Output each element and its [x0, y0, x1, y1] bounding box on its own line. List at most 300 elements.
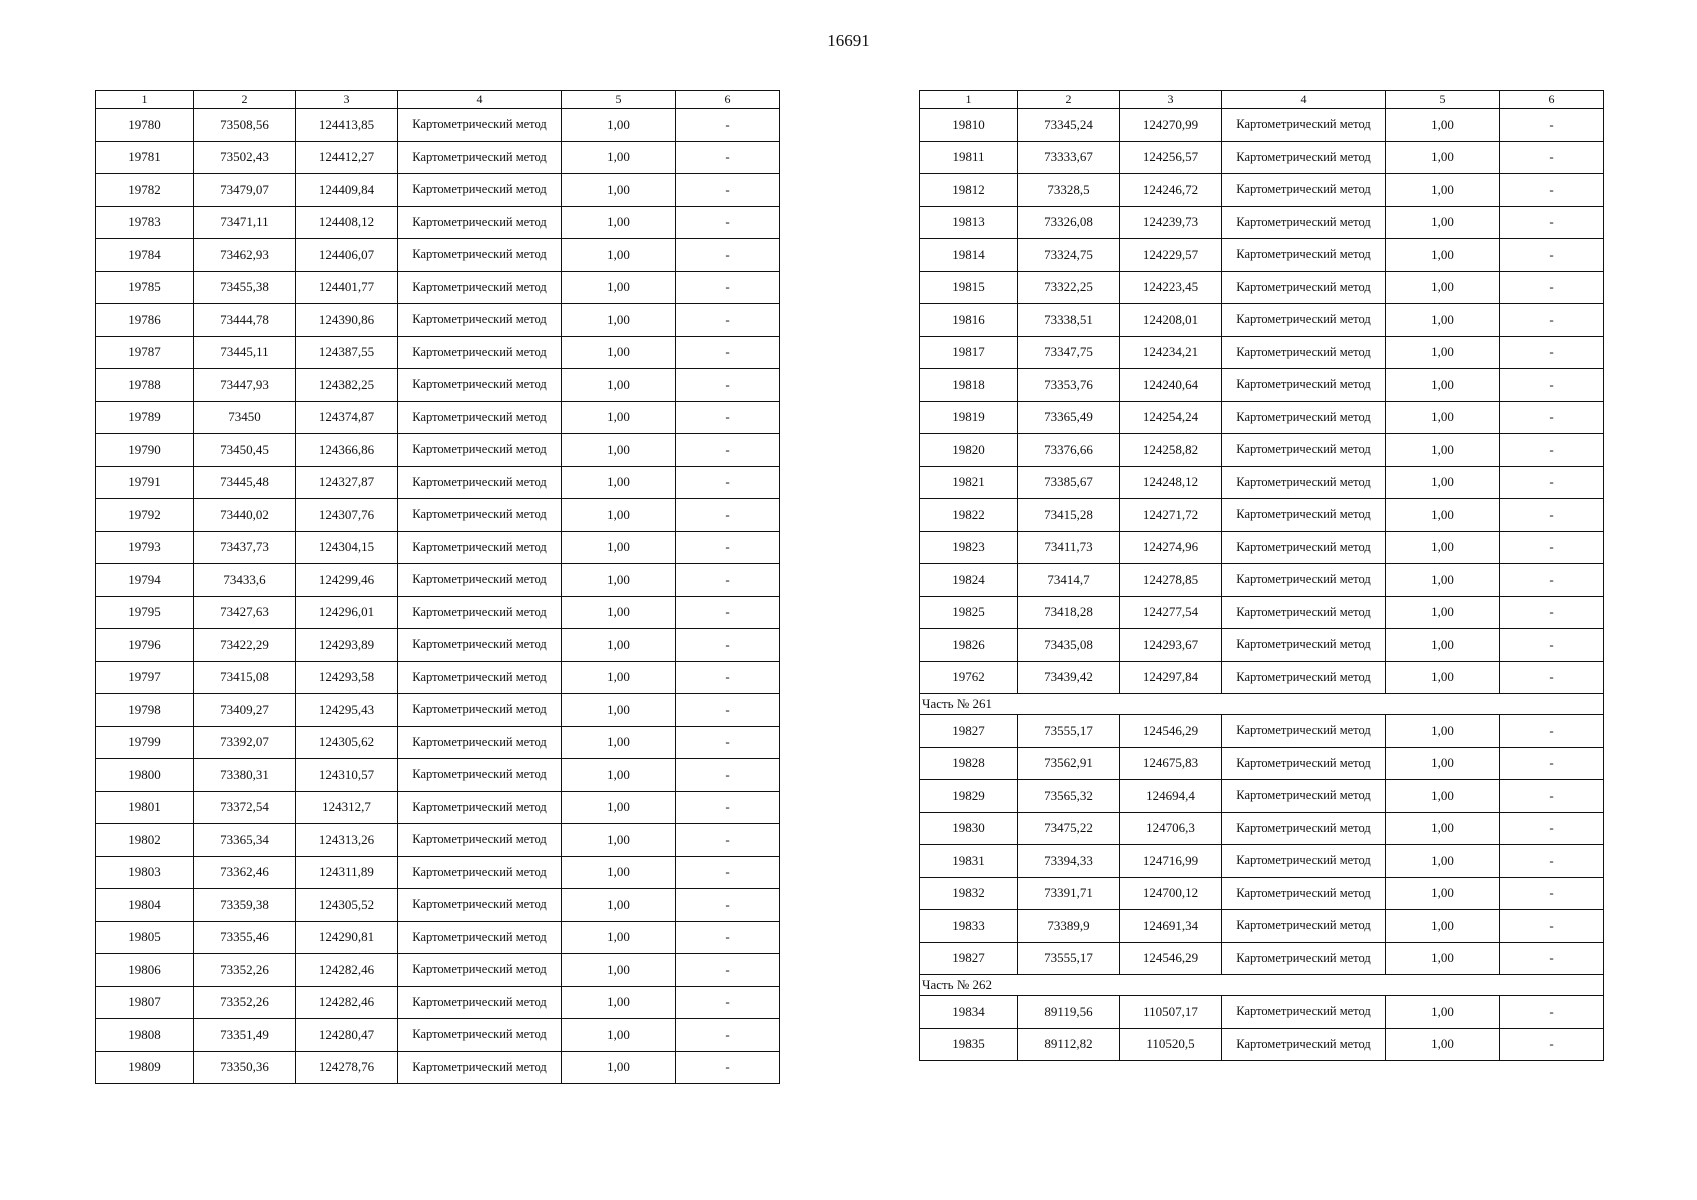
y-coordinate-cell: 124234,21 — [1120, 336, 1222, 369]
note-cell: - — [676, 889, 780, 922]
table-row — [920, 239, 1604, 272]
table-row — [96, 694, 780, 727]
y-coordinate-cell: 124304,15 — [296, 531, 398, 564]
point-number-cell: 19781 — [96, 141, 194, 174]
y-coordinate-cell: 124282,46 — [296, 954, 398, 987]
x-coordinate-cell: 89112,82 — [1018, 1028, 1120, 1061]
y-coordinate-cell: 124387,55 — [296, 336, 398, 369]
table-row — [96, 304, 780, 337]
table-row — [96, 434, 780, 467]
precision-cell: 1,00 — [1386, 877, 1500, 910]
y-coordinate-cell: 124716,99 — [1120, 845, 1222, 878]
precision-cell: 1,00 — [1386, 466, 1500, 499]
precision-cell: 1,00 — [562, 564, 676, 597]
table-row — [96, 889, 780, 922]
note-cell: - — [676, 661, 780, 694]
table-row — [96, 596, 780, 629]
y-coordinate-cell: 124208,01 — [1120, 304, 1222, 337]
method-cell: Картометрический метод — [398, 954, 562, 987]
method-cell: Картометрический метод — [1222, 174, 1386, 207]
table-row — [920, 812, 1604, 845]
note-cell: - — [1500, 877, 1604, 910]
method-cell: Картометрический метод — [398, 206, 562, 239]
note-cell: - — [1500, 942, 1604, 975]
point-number-cell: 19784 — [96, 239, 194, 272]
precision-cell: 1,00 — [562, 856, 676, 889]
table-row — [920, 715, 1604, 748]
x-coordinate-cell: 73391,71 — [1018, 877, 1120, 910]
precision-cell: 1,00 — [1386, 747, 1500, 780]
note-cell: - — [676, 174, 780, 207]
method-cell: Картометрический метод — [1222, 845, 1386, 878]
precision-cell: 1,00 — [1386, 271, 1500, 304]
x-coordinate-cell: 73409,27 — [194, 694, 296, 727]
precision-cell: 1,00 — [1386, 661, 1500, 694]
point-number-cell: 19787 — [96, 336, 194, 369]
method-cell: Картометрический метод — [1222, 942, 1386, 975]
note-cell: - — [676, 954, 780, 987]
table-row — [96, 174, 780, 207]
column-header-5: 5 — [1386, 91, 1500, 109]
table-row — [920, 401, 1604, 434]
y-coordinate-cell: 124313,26 — [296, 824, 398, 857]
y-coordinate-cell: 124413,85 — [296, 109, 398, 142]
point-number-cell: 19800 — [96, 759, 194, 792]
table-row — [920, 661, 1604, 694]
x-coordinate-cell: 73437,73 — [194, 531, 296, 564]
precision-cell: 1,00 — [562, 921, 676, 954]
method-cell: Картометрический метод — [398, 401, 562, 434]
note-cell: - — [1500, 434, 1604, 467]
table-row — [96, 726, 780, 759]
point-number-cell: 19824 — [920, 564, 1018, 597]
precision-cell: 1,00 — [1386, 369, 1500, 402]
table-row — [96, 661, 780, 694]
note-cell: - — [676, 759, 780, 792]
method-cell: Картометрический метод — [398, 466, 562, 499]
point-number-cell: 19828 — [920, 747, 1018, 780]
point-number-cell: 19805 — [96, 921, 194, 954]
table-row — [96, 954, 780, 987]
note-cell: - — [676, 726, 780, 759]
coordinates-table-right — [919, 90, 1604, 1061]
x-coordinate-cell: 73422,29 — [194, 629, 296, 662]
y-coordinate-cell: 124297,84 — [1120, 661, 1222, 694]
method-cell: Картометрический метод — [1222, 1028, 1386, 1061]
x-coordinate-cell: 73350,36 — [194, 1051, 296, 1084]
x-coordinate-cell: 73439,42 — [1018, 661, 1120, 694]
point-number-cell: 19819 — [920, 401, 1018, 434]
y-coordinate-cell: 124408,12 — [296, 206, 398, 239]
note-cell: - — [676, 824, 780, 857]
note-cell: - — [676, 271, 780, 304]
column-header-1: 1 — [96, 91, 194, 109]
precision-cell: 1,00 — [562, 109, 676, 142]
x-coordinate-cell: 73471,11 — [194, 206, 296, 239]
method-cell: Картометрический метод — [1222, 531, 1386, 564]
precision-cell: 1,00 — [562, 661, 676, 694]
x-coordinate-cell: 73450 — [194, 401, 296, 434]
precision-cell: 1,00 — [562, 889, 676, 922]
note-cell: - — [1500, 910, 1604, 943]
y-coordinate-cell: 124691,34 — [1120, 910, 1222, 943]
note-cell: - — [676, 239, 780, 272]
point-number-cell: 19801 — [96, 791, 194, 824]
precision-cell: 1,00 — [1386, 141, 1500, 174]
y-coordinate-cell: 124282,46 — [296, 986, 398, 1019]
note-cell: - — [1500, 780, 1604, 813]
note-cell: - — [676, 791, 780, 824]
y-coordinate-cell: 124223,45 — [1120, 271, 1222, 304]
note-cell: - — [676, 564, 780, 597]
y-coordinate-cell: 124305,52 — [296, 889, 398, 922]
table-row — [920, 174, 1604, 207]
method-cell: Картометрический метод — [398, 141, 562, 174]
table-row — [920, 629, 1604, 662]
x-coordinate-cell: 73450,45 — [194, 434, 296, 467]
point-number-cell: 19827 — [920, 715, 1018, 748]
note-cell: - — [1500, 369, 1604, 402]
note-cell: - — [676, 206, 780, 239]
note-cell: - — [1500, 206, 1604, 239]
column-header-6: 6 — [676, 91, 780, 109]
table-row — [920, 564, 1604, 597]
precision-cell: 1,00 — [562, 759, 676, 792]
x-coordinate-cell: 73444,78 — [194, 304, 296, 337]
point-number-cell: 19790 — [96, 434, 194, 467]
x-coordinate-cell: 73328,5 — [1018, 174, 1120, 207]
section-row — [920, 975, 1604, 996]
x-coordinate-cell: 73445,11 — [194, 336, 296, 369]
precision-cell: 1,00 — [1386, 1028, 1500, 1061]
point-number-cell: 19815 — [920, 271, 1018, 304]
x-coordinate-cell: 73445,48 — [194, 466, 296, 499]
precision-cell: 1,00 — [562, 824, 676, 857]
point-number-cell: 19798 — [96, 694, 194, 727]
y-coordinate-cell: 124401,77 — [296, 271, 398, 304]
method-cell: Картометрический метод — [1222, 747, 1386, 780]
point-number-cell: 19795 — [96, 596, 194, 629]
section-row — [920, 694, 1604, 715]
column-header-3: 3 — [1120, 91, 1222, 109]
x-coordinate-cell: 73502,43 — [194, 141, 296, 174]
method-cell: Картометрический метод — [1222, 336, 1386, 369]
method-cell: Картометрический метод — [398, 889, 562, 922]
x-coordinate-cell: 73353,76 — [1018, 369, 1120, 402]
y-coordinate-cell: 124299,46 — [296, 564, 398, 597]
method-cell: Картометрический метод — [1222, 304, 1386, 337]
method-cell: Картометрический метод — [398, 759, 562, 792]
note-cell: - — [1500, 629, 1604, 662]
method-cell: Картометрический метод — [398, 564, 562, 597]
table-row — [920, 996, 1604, 1029]
precision-cell: 1,00 — [1386, 780, 1500, 813]
note-cell: - — [1500, 564, 1604, 597]
table-row — [96, 986, 780, 1019]
method-cell: Картометрический метод — [1222, 369, 1386, 402]
column-header-5: 5 — [562, 91, 676, 109]
precision-cell: 1,00 — [562, 954, 676, 987]
y-coordinate-cell: 124240,64 — [1120, 369, 1222, 402]
method-cell: Картометрический метод — [1222, 401, 1386, 434]
method-cell: Картометрический метод — [1222, 877, 1386, 910]
y-coordinate-cell: 124366,86 — [296, 434, 398, 467]
table-row — [96, 921, 780, 954]
x-coordinate-cell: 73415,08 — [194, 661, 296, 694]
point-number-cell: 19831 — [920, 845, 1018, 878]
table-row — [920, 747, 1604, 780]
note-cell: - — [676, 369, 780, 402]
precision-cell: 1,00 — [1386, 942, 1500, 975]
method-cell: Картометрический метод — [398, 336, 562, 369]
table-row — [920, 304, 1604, 337]
note-cell: - — [1500, 401, 1604, 434]
point-number-cell: 19802 — [96, 824, 194, 857]
table-header-row — [96, 91, 780, 109]
precision-cell: 1,00 — [1386, 499, 1500, 532]
x-coordinate-cell: 73562,91 — [1018, 747, 1120, 780]
x-coordinate-cell: 73555,17 — [1018, 715, 1120, 748]
table-row — [920, 141, 1604, 174]
x-coordinate-cell: 73376,66 — [1018, 434, 1120, 467]
precision-cell: 1,00 — [562, 499, 676, 532]
note-cell: - — [1500, 336, 1604, 369]
point-number-cell: 19782 — [96, 174, 194, 207]
precision-cell: 1,00 — [1386, 304, 1500, 337]
note-cell: - — [676, 141, 780, 174]
x-coordinate-cell: 73333,67 — [1018, 141, 1120, 174]
table-row — [96, 141, 780, 174]
column-header-2: 2 — [194, 91, 296, 109]
x-coordinate-cell: 73415,28 — [1018, 499, 1120, 532]
method-cell: Картометрический метод — [1222, 661, 1386, 694]
precision-cell: 1,00 — [1386, 206, 1500, 239]
precision-cell: 1,00 — [1386, 629, 1500, 662]
x-coordinate-cell: 73427,63 — [194, 596, 296, 629]
point-number-cell: 19803 — [96, 856, 194, 889]
method-cell: Картометрический метод — [398, 531, 562, 564]
note-cell: - — [676, 336, 780, 369]
x-coordinate-cell: 73385,67 — [1018, 466, 1120, 499]
note-cell: - — [1500, 239, 1604, 272]
point-number-cell: 19817 — [920, 336, 1018, 369]
table-row — [920, 942, 1604, 975]
point-number-cell: 19830 — [920, 812, 1018, 845]
x-coordinate-cell: 73352,26 — [194, 986, 296, 1019]
point-number-cell: 19812 — [920, 174, 1018, 207]
point-number-cell: 19816 — [920, 304, 1018, 337]
method-cell: Картометрический метод — [1222, 996, 1386, 1029]
method-cell: Картометрический метод — [398, 694, 562, 727]
point-number-cell: 19794 — [96, 564, 194, 597]
x-coordinate-cell: 73414,7 — [1018, 564, 1120, 597]
table-row — [920, 206, 1604, 239]
point-number-cell: 19813 — [920, 206, 1018, 239]
precision-cell: 1,00 — [562, 629, 676, 662]
y-coordinate-cell: 124406,07 — [296, 239, 398, 272]
note-cell: - — [676, 499, 780, 532]
table-row — [96, 466, 780, 499]
y-coordinate-cell: 124706,3 — [1120, 812, 1222, 845]
y-coordinate-cell: 124278,85 — [1120, 564, 1222, 597]
table-row — [920, 369, 1604, 402]
point-number-cell: 19820 — [920, 434, 1018, 467]
method-cell: Картометрический метод — [1222, 910, 1386, 943]
y-coordinate-cell: 124271,72 — [1120, 499, 1222, 532]
table-row — [920, 271, 1604, 304]
y-coordinate-cell: 124694,4 — [1120, 780, 1222, 813]
page-number: 16691 — [827, 31, 870, 50]
y-coordinate-cell: 124293,89 — [296, 629, 398, 662]
y-coordinate-cell: 124280,47 — [296, 1019, 398, 1052]
precision-cell: 1,00 — [1386, 845, 1500, 878]
y-coordinate-cell: 124248,12 — [1120, 466, 1222, 499]
note-cell: - — [1500, 845, 1604, 878]
y-coordinate-cell: 124296,01 — [296, 596, 398, 629]
precision-cell: 1,00 — [562, 206, 676, 239]
method-cell: Картометрический метод — [398, 661, 562, 694]
x-coordinate-cell: 73508,56 — [194, 109, 296, 142]
method-cell: Картометрический метод — [1222, 812, 1386, 845]
precision-cell: 1,00 — [562, 531, 676, 564]
y-coordinate-cell: 124390,86 — [296, 304, 398, 337]
point-number-cell: 19823 — [920, 531, 1018, 564]
note-cell: - — [1500, 141, 1604, 174]
method-cell: Картометрический метод — [1222, 239, 1386, 272]
point-number-cell: 19808 — [96, 1019, 194, 1052]
point-number-cell: 19835 — [920, 1028, 1018, 1061]
x-coordinate-cell: 73394,33 — [1018, 845, 1120, 878]
x-coordinate-cell: 73392,07 — [194, 726, 296, 759]
y-coordinate-cell: 124700,12 — [1120, 877, 1222, 910]
method-cell: Картометрический метод — [1222, 141, 1386, 174]
table-row — [920, 109, 1604, 142]
note-cell: - — [676, 856, 780, 889]
point-number-cell: 19799 — [96, 726, 194, 759]
table-row — [920, 531, 1604, 564]
table-row — [920, 336, 1604, 369]
note-cell: - — [676, 921, 780, 954]
method-cell: Картометрический метод — [1222, 271, 1386, 304]
point-number-cell: 19814 — [920, 239, 1018, 272]
point-number-cell: 19829 — [920, 780, 1018, 813]
x-coordinate-cell: 73380,31 — [194, 759, 296, 792]
table-row — [96, 531, 780, 564]
point-number-cell: 19810 — [920, 109, 1018, 142]
note-cell: - — [676, 1051, 780, 1084]
x-coordinate-cell: 73365,49 — [1018, 401, 1120, 434]
precision-cell: 1,00 — [562, 336, 676, 369]
y-coordinate-cell: 124270,99 — [1120, 109, 1222, 142]
note-cell: - — [676, 304, 780, 337]
precision-cell: 1,00 — [1386, 996, 1500, 1029]
precision-cell: 1,00 — [562, 369, 676, 402]
method-cell: Картометрический метод — [398, 1051, 562, 1084]
note-cell: - — [1500, 109, 1604, 142]
x-coordinate-cell: 73322,25 — [1018, 271, 1120, 304]
x-coordinate-cell: 73365,34 — [194, 824, 296, 857]
point-number-cell: 19804 — [96, 889, 194, 922]
method-cell: Картометрический метод — [398, 369, 562, 402]
table-row — [96, 206, 780, 239]
precision-cell: 1,00 — [1386, 174, 1500, 207]
column-header-3: 3 — [296, 91, 398, 109]
table-row — [96, 856, 780, 889]
note-cell: - — [1500, 596, 1604, 629]
y-coordinate-cell: 124246,72 — [1120, 174, 1222, 207]
table-row — [96, 109, 780, 142]
method-cell: Картометрический метод — [1222, 206, 1386, 239]
coordinates-table-left — [95, 90, 780, 1084]
column-header-1: 1 — [920, 91, 1018, 109]
precision-cell: 1,00 — [562, 1051, 676, 1084]
column-header-4: 4 — [1222, 91, 1386, 109]
method-cell: Картометрический метод — [1222, 629, 1386, 662]
precision-cell: 1,00 — [1386, 812, 1500, 845]
x-coordinate-cell: 73362,46 — [194, 856, 296, 889]
method-cell: Картометрический метод — [398, 174, 562, 207]
note-cell: - — [676, 986, 780, 1019]
precision-cell: 1,00 — [1386, 564, 1500, 597]
table-row — [96, 499, 780, 532]
y-coordinate-cell: 124546,29 — [1120, 715, 1222, 748]
table-row — [96, 271, 780, 304]
table-row — [96, 824, 780, 857]
note-cell: - — [676, 401, 780, 434]
method-cell: Картометрический метод — [398, 921, 562, 954]
x-coordinate-cell: 73355,46 — [194, 921, 296, 954]
method-cell: Картометрический метод — [398, 1019, 562, 1052]
method-cell: Картометрический метод — [1222, 434, 1386, 467]
y-coordinate-cell: 124290,81 — [296, 921, 398, 954]
table-row — [96, 1051, 780, 1084]
precision-cell: 1,00 — [1386, 336, 1500, 369]
table-row — [920, 434, 1604, 467]
point-number-cell: 19786 — [96, 304, 194, 337]
point-number-cell: 19793 — [96, 531, 194, 564]
precision-cell: 1,00 — [1386, 715, 1500, 748]
note-cell: - — [1500, 531, 1604, 564]
method-cell: Картометрический метод — [398, 629, 562, 662]
table-row — [920, 877, 1604, 910]
method-cell: Картометрический метод — [1222, 499, 1386, 532]
x-coordinate-cell: 73326,08 — [1018, 206, 1120, 239]
y-coordinate-cell: 124374,87 — [296, 401, 398, 434]
table-row — [920, 845, 1604, 878]
note-cell: - — [1500, 715, 1604, 748]
method-cell: Картометрический метод — [398, 239, 562, 272]
method-cell: Картометрический метод — [398, 986, 562, 1019]
y-coordinate-cell: 124278,76 — [296, 1051, 398, 1084]
precision-cell: 1,00 — [1386, 596, 1500, 629]
point-number-cell: 19797 — [96, 661, 194, 694]
point-number-cell: 19826 — [920, 629, 1018, 662]
method-cell: Картометрический метод — [398, 271, 562, 304]
note-cell: - — [676, 629, 780, 662]
y-coordinate-cell: 124311,89 — [296, 856, 398, 889]
y-coordinate-cell: 124293,58 — [296, 661, 398, 694]
section-label: Часть № 262 — [920, 975, 1604, 996]
x-coordinate-cell: 73433,6 — [194, 564, 296, 597]
x-coordinate-cell: 73359,38 — [194, 889, 296, 922]
table-row — [920, 466, 1604, 499]
y-coordinate-cell: 124258,82 — [1120, 434, 1222, 467]
precision-cell: 1,00 — [1386, 434, 1500, 467]
note-cell: - — [676, 109, 780, 142]
y-coordinate-cell: 124229,57 — [1120, 239, 1222, 272]
method-cell: Картометрический метод — [1222, 780, 1386, 813]
table-row — [920, 780, 1604, 813]
